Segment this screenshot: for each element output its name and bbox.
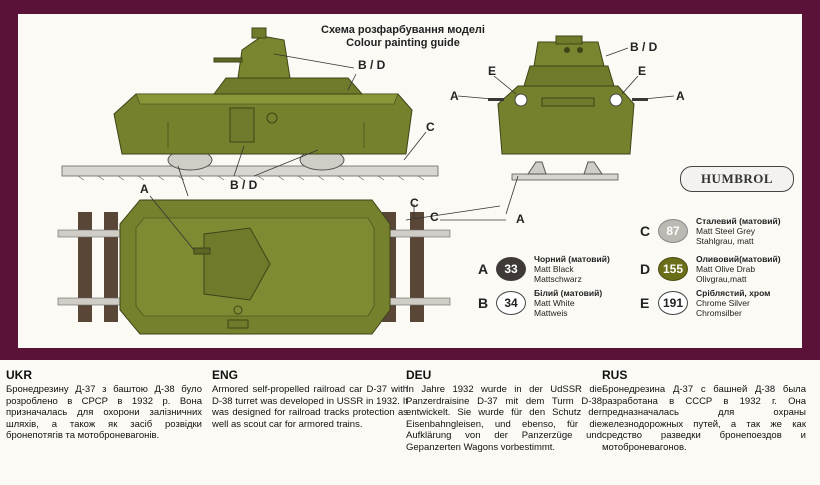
paint-swatch: 33	[496, 257, 526, 281]
description-eng	[212, 368, 408, 430]
callout-a-front-left: A	[450, 89, 459, 103]
description-lang-heading: DEU	[406, 368, 432, 382]
legend-letter: C	[640, 223, 651, 239]
legend-letter: B	[478, 295, 489, 311]
legend-letter: D	[640, 261, 651, 277]
front-turret	[534, 42, 604, 66]
legend-text: Білий (матовий) Matt White Mattweis	[534, 288, 603, 318]
plan-view	[58, 200, 450, 334]
side-turret	[238, 36, 290, 78]
legend-text: Оливовий(матовий) Matt Olive Drab Olivgrau,matt	[696, 254, 781, 284]
painting-guide-sheet	[18, 14, 802, 348]
description-text: In Jahre 1932 wurde in der UdSSR die Panzerdraisine D-37 mit dem Turm D-38 entwickelt. Sie wurde für den Schutz der Eisenbahngleisen, und ebenso, für die Aufklärung von der Panzerzüge und Gepanzerten Wagons vorbestimmt.	[406, 384, 602, 453]
description-lang-heading: ENG	[212, 368, 239, 382]
sleeper	[410, 212, 424, 322]
paint-swatch: 87	[658, 219, 688, 243]
paint-swatch: 191	[658, 291, 688, 315]
callout-bd-side: B / D	[358, 58, 386, 72]
front-rail	[512, 174, 618, 180]
guide-title-eng: Colour painting guide	[346, 37, 460, 49]
legend-letter: A	[478, 261, 489, 277]
callout-e-right: E	[638, 64, 647, 78]
legend-item-c	[640, 216, 781, 246]
guide-title-ukr: Схема розфарбування моделі	[321, 24, 485, 36]
legend-text: Чорний (матовий) Matt Black Mattschwarz	[534, 254, 610, 284]
front-headlight-right	[610, 94, 622, 106]
callout-c-upper: C	[426, 120, 435, 134]
side-view	[62, 28, 438, 180]
sleeper	[104, 212, 118, 322]
legend-text: Сріблястий, хром Chrome Silver Chromsilber	[696, 288, 771, 318]
callout-a-front-right: A	[676, 89, 685, 103]
callout-e-left: E	[488, 64, 497, 78]
sleeper	[78, 212, 92, 322]
description-deu	[406, 368, 602, 453]
description-text: Armored self-propelled railroad car D-37 with D-38 turret was developed in USSR in 1932. It was designed for railroad tracks protection as well as scout car for armored trains.	[212, 384, 408, 430]
callout-c-lower: C	[430, 210, 439, 224]
side-door	[230, 108, 254, 142]
description-ukr	[6, 368, 202, 442]
description-lang-heading: RUS	[602, 368, 628, 382]
legend-item-a	[478, 254, 610, 284]
humbrol-logo: HUMBROL	[680, 166, 794, 192]
side-cabin	[214, 78, 362, 94]
legend-letter: E	[640, 295, 650, 311]
legend-text: Сталевий (матовий) Matt Steel Grey Stahlgrau, matt	[696, 216, 781, 246]
callout-bd-front: B / D	[630, 40, 658, 54]
side-rail	[62, 166, 438, 176]
paint-swatch: 34	[496, 291, 526, 315]
front-view	[488, 36, 648, 180]
legend-item-e	[640, 288, 770, 318]
description-panel	[0, 360, 820, 485]
callout-bd-bottom: B / D	[230, 178, 258, 192]
paint-swatch: 155	[658, 257, 688, 281]
legend-item-b	[478, 288, 602, 318]
description-rus	[602, 368, 806, 453]
description-text: Бронедрезина Д-37 с башней Д-38 была разработана в СССР в 1932 г. Она предназначалась для охраны железнодорожных путей, а так же как средство разведки бронепоездов и мотоброневагонов.	[602, 384, 806, 453]
callout-a-plan-right: A	[516, 212, 525, 226]
description-lang-heading: UKR	[6, 368, 32, 382]
side-gun-barrel	[214, 58, 242, 62]
front-headlight-left	[515, 94, 527, 106]
callout-a-plan: A	[140, 182, 149, 196]
legend-item-d	[640, 254, 781, 284]
description-text: Бронедрезину Д-37 з баштою Д-38 було розроблено в СРСР в 1932 р. Вона призначалась для охорони залізничних шляхів, а також як засіб розвідки бронепотягів та мотоброневагонів.	[6, 384, 202, 441]
callout-c-middle: C	[410, 196, 419, 210]
